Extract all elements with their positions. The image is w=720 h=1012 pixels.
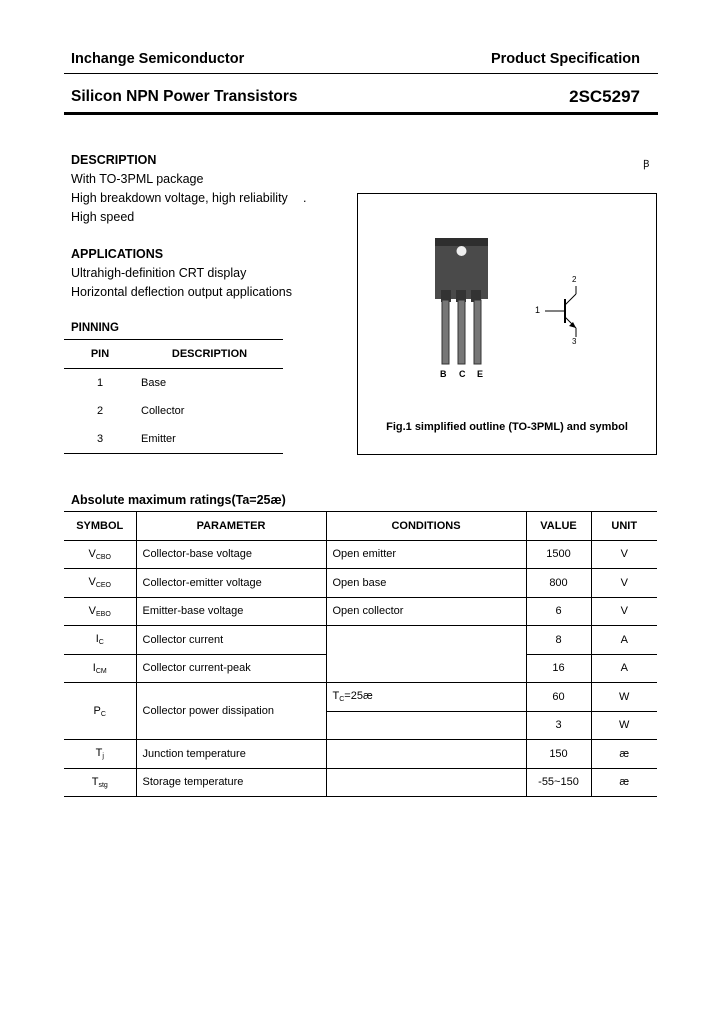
description-item: High speed (71, 210, 135, 224)
rating-parameter: Collector current-peak (136, 654, 326, 683)
symbol-pin-3: 3 (572, 337, 577, 346)
part-number: 2SC5297 (569, 87, 640, 106)
rating-parameter: Storage temperature (136, 768, 326, 797)
lead-e (474, 300, 481, 364)
rating-parameter: Collector-emitter voltage (136, 569, 326, 598)
table-row (64, 369, 283, 398)
pin-description: Base (141, 377, 167, 389)
lead-label-c: C (459, 369, 466, 379)
rating-value: 60 (526, 683, 591, 712)
rating-unit: V (591, 569, 657, 598)
table-row (64, 683, 657, 712)
pin-number: 1 (96, 377, 104, 389)
pin-column-header: PIN (64, 340, 136, 369)
application-item: Horizontal deflection output applications (71, 285, 292, 299)
lead-label-b: B (440, 369, 447, 379)
rating-parameter: Collector power dissipation (136, 683, 326, 740)
doc-title: Silicon NPN Power Transistors (71, 88, 298, 105)
symbol-pin-1: 1 (535, 305, 541, 315)
rating-symbol: $V_{CBO}$ (64, 540, 136, 569)
rating-value: 3 (526, 711, 591, 740)
table-row (64, 597, 657, 626)
description-column-header: DESCRIPTION (136, 340, 283, 369)
corner-mark: Ꞵ (643, 159, 650, 170)
rating-value: 150 (526, 740, 591, 769)
table-row (64, 626, 657, 655)
pin-number: 3 (64, 425, 136, 454)
rating-condition (326, 740, 526, 769)
figure-caption: Fig.1 simplified outline (TO-3PML) and symbol (386, 421, 628, 433)
application-item: Ultrahigh-definition CRT display (71, 266, 247, 280)
header-rule-thick (64, 112, 658, 115)
rating-value: 8 (526, 626, 591, 655)
rating-condition (326, 626, 526, 683)
pin-description: Collector (141, 405, 185, 417)
pin-description: Emitter (136, 425, 283, 454)
rating-condition: Open base (326, 569, 526, 598)
description-heading: DESCRIPTION (71, 153, 157, 167)
rating-unit: A (591, 654, 657, 683)
npn-symbol (545, 286, 576, 337)
symbol-pin-2: 2 (572, 275, 577, 284)
table-row (64, 768, 657, 797)
rating-symbol: $T_{stg}$ (64, 768, 136, 797)
mounting-hole (457, 246, 467, 256)
rating-symbol: $T_j$ (64, 740, 136, 769)
parameter-column-header: PARAMETER (136, 512, 326, 541)
rating-unit: V (591, 597, 657, 626)
applications-heading: APPLICATIONS (71, 247, 164, 261)
rating-symbol: $P_C$ (64, 683, 136, 740)
pin-number: 2 (96, 405, 104, 417)
rating-value: 6 (526, 597, 591, 626)
ratings-table (64, 511, 657, 797)
rating-symbol: $I_C$ (64, 626, 136, 655)
rating-unit: æ (591, 740, 657, 769)
value-column-header: VALUE (526, 512, 591, 541)
transistor-outline-drawing (358, 194, 656, 454)
stray-dot: . (303, 191, 307, 205)
table-row (64, 397, 283, 425)
rating-unit: A (591, 626, 657, 655)
rating-condition: Open emitter (326, 540, 526, 569)
description-item: With TO-3PML package (71, 172, 204, 186)
rating-unit: æ (591, 768, 657, 797)
pinning-table (64, 339, 283, 454)
rating-value: 800 (526, 569, 591, 598)
rating-symbol: $V_{EBO}$ (64, 597, 136, 626)
rating-parameter: Collector current (136, 626, 326, 655)
rating-condition: $T_C=25æ$ (326, 683, 526, 712)
rating-parameter: Emitter-base voltage (136, 597, 326, 626)
rating-parameter: Junction temperature (136, 740, 326, 769)
rating-condition: Open collector (326, 597, 526, 626)
lead-label-e: E (477, 369, 484, 379)
rating-symbol: $V_{CEO}$ (64, 569, 136, 598)
rating-value: -55~150 (526, 768, 591, 797)
company-name: Inchange Semiconductor (71, 51, 245, 67)
rating-condition (326, 711, 526, 740)
rating-condition (326, 768, 526, 797)
rating-symbol: $I_{CM}$ (64, 654, 136, 683)
doc-type: Product Specification (490, 51, 640, 67)
table-row (64, 740, 657, 769)
rating-unit: W (591, 711, 657, 740)
lead-b (442, 300, 449, 364)
ratings-heading: Absolute maximum ratings(Ta=25æ) (71, 493, 286, 507)
table-row (64, 425, 283, 454)
header-rule-thin (64, 73, 658, 74)
table-row (64, 569, 657, 598)
lead-c (458, 300, 465, 364)
rating-unit: W (591, 683, 657, 712)
unit-column-header: UNIT (591, 512, 657, 541)
symbol-column-header: SYMBOL (64, 512, 136, 541)
rating-unit: V (591, 540, 657, 569)
figure-box (357, 193, 657, 455)
rating-parameter: Collector-base voltage (136, 540, 326, 569)
rating-value: 1500 (526, 540, 591, 569)
pinning-heading: PINNING (71, 322, 119, 334)
description-item: High breakdown voltage, high reliability (71, 191, 288, 205)
conditions-column-header: CONDITIONS (326, 512, 526, 541)
rating-value: 16 (526, 654, 591, 683)
table-row (64, 540, 657, 569)
